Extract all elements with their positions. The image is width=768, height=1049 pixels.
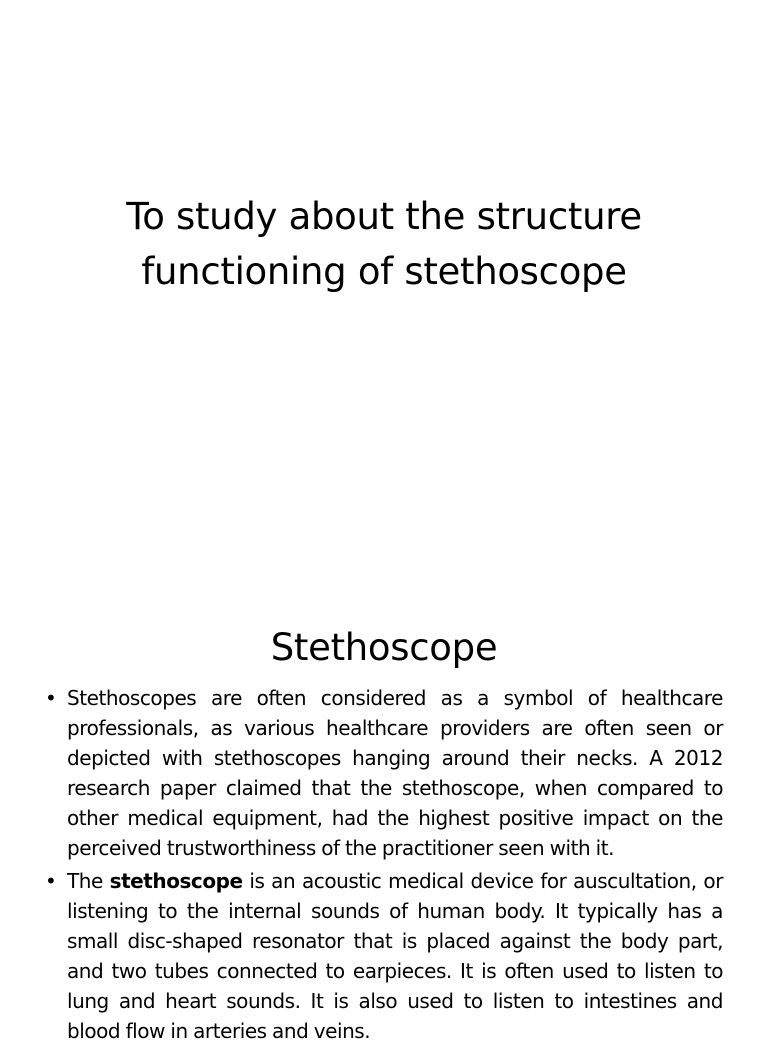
- bullet-marker: •: [45, 869, 57, 893]
- bullet-text: Stethoscopes are often considered as a symbol of healthcare professionals, as various healthcare providers are often seen or depicted with stethoscopes hanging around their necks. A 2012 research paper claimed that the stethoscope, when compared to other medical equipment, had the highest positive impact on the perceived trustworthiness of the practitioner seen with it.: [67, 686, 723, 860]
- content-slide: [0, 576, 768, 1043]
- slide-title-line-2: functioning of stethoscope: [141, 250, 627, 293]
- bullet-text-prefix: The: [67, 869, 110, 893]
- slide-heading: Stethoscope: [270, 626, 498, 669]
- bullet-text: [67, 866, 723, 1046]
- bullet-list: [45, 683, 723, 1049]
- slide-title-line-1: To study about the structure: [126, 195, 642, 238]
- slide-title: [58, 189, 710, 299]
- bullet-item: [45, 866, 723, 1046]
- bullet-text-suffix: is an acoustic medical device for auscultation, or listening to the internal sounds of human body. It typically has a small disc-shaped resonator that is placed against the body part, and two tubes connected to earpieces. It is often used to listen to lung and heart sounds. It is also used to listen to intestines and blood flow in arteries and veins.: [67, 869, 723, 1043]
- bullet-text-bold: stethoscope: [109, 869, 243, 893]
- bullet-item: [45, 683, 723, 863]
- bullet-marker: •: [45, 686, 57, 710]
